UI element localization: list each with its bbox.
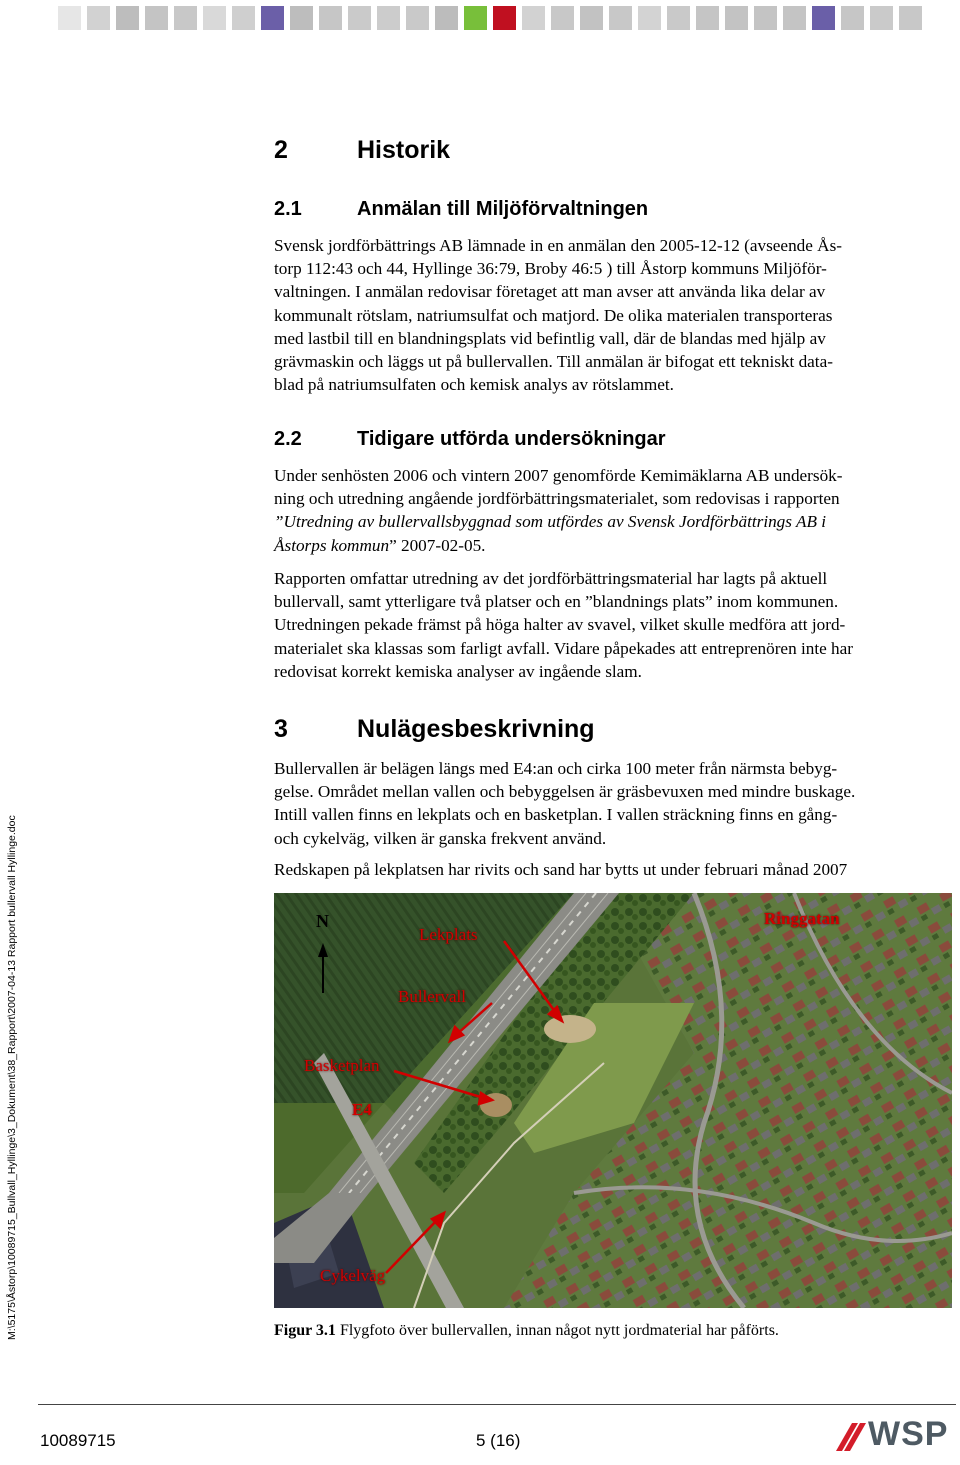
header-square	[232, 6, 255, 30]
heading-number: 2.1	[274, 198, 302, 220]
paragraph-undersokningar	[274, 464, 954, 557]
text-line: ning och utredning angående jordförbättringsmaterialet, som redovisas i rapporten	[274, 489, 840, 509]
text-line: Rapporten omfattar utredning av det jordförbättringsmaterial har lagts på aktuell	[274, 569, 828, 588]
header-square	[87, 6, 110, 30]
header-square	[899, 6, 922, 30]
aerial-photo	[274, 893, 952, 1308]
report-title-end: Åstorps kommun	[274, 535, 390, 555]
wsp-logo-text: WSP	[868, 1415, 949, 1453]
text-line: materialet ska klassas som farligt avfall. Vidare påpekades att entreprenören inte har	[274, 638, 853, 658]
label-cykelvag: Cykelväg	[320, 1266, 386, 1285]
header-square	[58, 6, 81, 30]
label-basketplan: Basketplan	[304, 1056, 380, 1075]
header-square	[290, 6, 313, 30]
header-square	[551, 6, 574, 30]
text-line: Intill vallen finns en lekplats och en basketplan. I vallen sträckning finns en gång-	[274, 805, 838, 825]
header-square	[638, 6, 661, 30]
header-square	[174, 6, 197, 30]
header-square	[725, 6, 748, 30]
heading-title: Tidigare utförda undersökningar	[357, 428, 666, 450]
paragraph-rapporten	[274, 567, 954, 683]
label-lekplats: Lekplats	[419, 925, 478, 944]
header-square	[928, 6, 951, 30]
paragraph-redskapen	[274, 858, 954, 881]
report-title: ”Utredning av bullervallsbyggnad som utfördes av Svensk Jordförbättrings AB i	[274, 512, 827, 532]
header-color-bar	[0, 6, 960, 30]
heading-number: 3	[274, 715, 288, 743]
header-square	[435, 6, 458, 30]
header-square	[870, 6, 893, 30]
label-ringgatan: Ringgatan	[764, 909, 840, 928]
header-square	[667, 6, 690, 30]
header-square	[754, 6, 777, 30]
text-line: valtningen. I anmälan redovisar företaget att man avser att använda lika delar av	[274, 282, 826, 302]
heading-title: Anmälan till Miljöförvaltningen	[357, 198, 649, 220]
text-line: och cykelväg, vilken är ganska frekvent använd.	[274, 828, 607, 848]
header-square	[406, 6, 429, 30]
aerial-photo-graphic	[274, 893, 952, 1308]
text-line: bullervall, samt ytterligare två platser och en ”blandnings plats” inom kommunen.	[274, 592, 839, 612]
report-date: ” 2007-02-05.	[389, 535, 486, 555]
text-line: med lastbil till en blandningsplats vid befintlig vall, där de blandas med hjälp av	[274, 328, 826, 348]
text-line: redovisat korrekt kemiska analyser av ingående slam.	[274, 661, 642, 681]
text-line: Redskapen på lekplatsen har rivits och sand har bytts ut under februari månad 2007	[274, 860, 848, 879]
header-square	[29, 6, 52, 30]
heading-nulagesbeskrivning	[274, 715, 595, 744]
header-square	[203, 6, 226, 30]
paragraph-nulage	[274, 757, 954, 850]
heading-tidigare-undersokningar	[274, 428, 666, 451]
text-line: Utredningen pekade främst på höga halter av svavel, vilket skulle medföra att jord-	[274, 615, 846, 635]
text-line: Bullervallen är belägen längs med E4:an och cirka 100 meter från närmsta bebyg-	[274, 759, 838, 778]
text-line: grävmaskin och läggs ut på bullervallen. Till anmälan är bifogat ett tekniskt data-	[274, 352, 833, 372]
header-square	[841, 6, 864, 30]
text-line: blad på natriumsulfaten och kemisk analys av rötslammet.	[274, 375, 674, 395]
header-square	[783, 6, 806, 30]
header-square	[319, 6, 342, 30]
footer-page-number: 5 (16)	[476, 1431, 521, 1450]
heading-historik	[274, 136, 450, 165]
header-square	[0, 6, 23, 30]
header-square	[261, 6, 284, 30]
wsp-logo	[830, 1413, 960, 1457]
header-square	[493, 6, 516, 30]
header-square	[116, 6, 139, 30]
heading-title: Nulägesbeskrivning	[357, 715, 595, 743]
text-line: gelse. Området mellan vallen och bebyggelsen är gräsbevuxen med mindre buskage.	[274, 782, 856, 802]
footer-doc-number: 10089715	[40, 1431, 116, 1450]
document-path: M:\5175\Åstorp\10089715_Bullvall_Hyllinge\3_Dokument\38_Rapport\2007-04-13 Rapport bullervall Hyllinge.doc	[6, 815, 18, 1340]
header-square	[348, 6, 371, 30]
heading-number: 2	[274, 136, 288, 164]
header-square	[696, 6, 719, 30]
heading-anmalan	[274, 198, 648, 221]
text-line: torp 112:43 och 44, Hyllinge 36:79, Broby 46:5 ) till Åstorp kommuns Miljöför-	[274, 259, 827, 279]
header-square	[522, 6, 545, 30]
header-square	[609, 6, 632, 30]
footer-divider	[38, 1404, 956, 1405]
heading-number: 2.2	[274, 428, 302, 450]
header-square	[812, 6, 835, 30]
text-line: kommunalt rötslam, natriumsulfat och matjord. De olika materialen transporteras	[274, 305, 833, 325]
label-e4: E4	[352, 1100, 372, 1119]
header-square	[464, 6, 487, 30]
label-bullervall: Bullervall	[398, 987, 466, 1006]
header-square	[377, 6, 400, 30]
caption-label: Figur 3.1	[274, 1322, 336, 1339]
north-label: N	[316, 911, 329, 931]
caption-text: Flygfoto över bullervallen, innan något nytt jordmaterial har påförts.	[335, 1322, 779, 1339]
figure-caption	[274, 1322, 779, 1340]
heading-title: Historik	[357, 136, 451, 164]
text-line	[274, 534, 954, 557]
text-line: Svensk jordförbättrings AB lämnade in en anmälan den 2005-12-12 (avseende Ås-	[274, 236, 843, 255]
header-square	[580, 6, 603, 30]
header-square	[145, 6, 168, 30]
paragraph-anmalan	[274, 234, 954, 396]
text-line: Under senhösten 2006 och vintern 2007 genomförde Kemimäklarna AB undersök-	[274, 466, 843, 485]
